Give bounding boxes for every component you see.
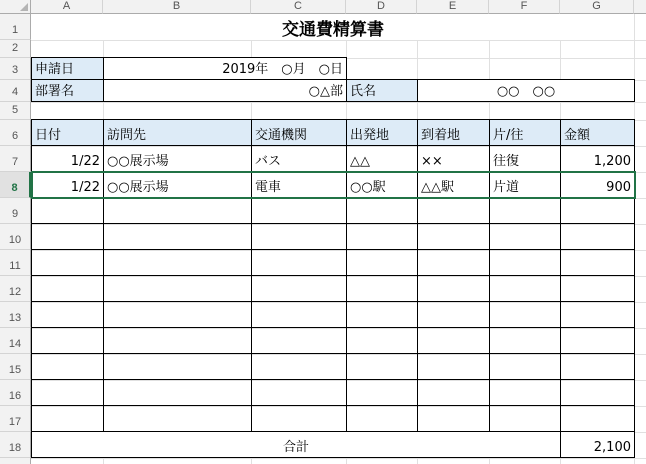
dept-label[interactable]: 部署名 — [32, 80, 103, 102]
column-header-c[interactable]: C — [251, 0, 346, 14]
row-header-15[interactable]: 15 — [0, 354, 31, 380]
column-header-d[interactable]: D — [346, 0, 417, 14]
total-amount[interactable]: 2,100 — [561, 432, 634, 458]
row-header-6[interactable]: 6 — [0, 120, 31, 146]
total-label[interactable]: 合計 — [32, 432, 560, 458]
row2-transport[interactable]: 電車 — [255, 180, 282, 195]
header-date[interactable]: 日付 — [32, 120, 103, 146]
apply-date-value[interactable]: 2019年 ○月 ○日 — [104, 58, 346, 80]
header-departure[interactable]: 出発地 — [347, 120, 417, 146]
row1-transport[interactable]: バス — [255, 154, 282, 169]
header-arrival[interactable]: 到着地 — [418, 120, 489, 146]
row2-trip-type[interactable]: 片道 — [493, 180, 520, 195]
column-header-b[interactable]: B — [103, 0, 251, 14]
column-header-h[interactable] — [634, 0, 646, 14]
row-header-16[interactable]: 16 — [0, 380, 31, 406]
header-trip-type[interactable]: 片/往 — [490, 120, 560, 146]
row1-destination[interactable]: ○○展示場 — [107, 154, 169, 169]
row-header-17[interactable]: 17 — [0, 406, 31, 432]
column-header-f[interactable]: F — [489, 0, 560, 14]
row-header-9[interactable]: 9 — [0, 198, 31, 224]
row-header-1[interactable]: 1 — [0, 14, 31, 40]
column-header-e[interactable]: E — [417, 0, 489, 14]
row-header-4[interactable]: 4 — [0, 80, 31, 102]
select-all-corner[interactable] — [0, 0, 31, 14]
row-header-5[interactable]: 5 — [0, 102, 31, 120]
row2-date[interactable]: 1/22 — [70, 180, 100, 195]
row2-amount[interactable]: 900 — [606, 180, 631, 195]
row1-arrival[interactable]: ×× — [421, 154, 443, 169]
row-header-3[interactable]: 3 — [0, 58, 31, 80]
row2-destination[interactable]: ○○展示場 — [107, 180, 169, 195]
row1-amount[interactable]: 1,200 — [593, 154, 631, 169]
sheet-title[interactable]: 交通費精算書 — [32, 14, 634, 40]
row-header-2[interactable]: 2 — [0, 40, 31, 58]
row-header-12[interactable]: 12 — [0, 276, 31, 302]
row-header-8[interactable]: 8 — [0, 172, 31, 198]
row1-date[interactable]: 1/22 — [70, 154, 100, 169]
row-header-19[interactable] — [0, 458, 31, 464]
row1-departure[interactable]: △△ — [350, 154, 370, 169]
dept-value[interactable]: ○△部 — [104, 80, 346, 102]
row2-arrival[interactable]: △△駅 — [421, 180, 454, 195]
header-transport[interactable]: 交通機関 — [252, 120, 346, 146]
row-header-10[interactable]: 10 — [0, 224, 31, 250]
row-header-13[interactable]: 13 — [0, 302, 31, 328]
name-value[interactable]: ○○ ○○ — [418, 80, 634, 102]
column-header-g[interactable]: G — [560, 0, 634, 14]
row2-departure[interactable]: ○○駅 — [350, 180, 386, 195]
row-header-18[interactable]: 18 — [0, 432, 31, 458]
row-header-11[interactable]: 11 — [0, 250, 31, 276]
apply-date-label[interactable]: 申請日 — [32, 58, 103, 80]
header-amount[interactable]: 金額 — [561, 120, 634, 146]
row-header-14[interactable]: 14 — [0, 328, 31, 354]
name-label[interactable]: 氏名 — [347, 80, 417, 102]
header-destination[interactable]: 訪問先 — [104, 120, 251, 146]
column-header-a[interactable]: A — [31, 0, 103, 14]
row1-trip-type[interactable]: 往復 — [493, 154, 520, 169]
row-header-7[interactable]: 7 — [0, 146, 31, 172]
